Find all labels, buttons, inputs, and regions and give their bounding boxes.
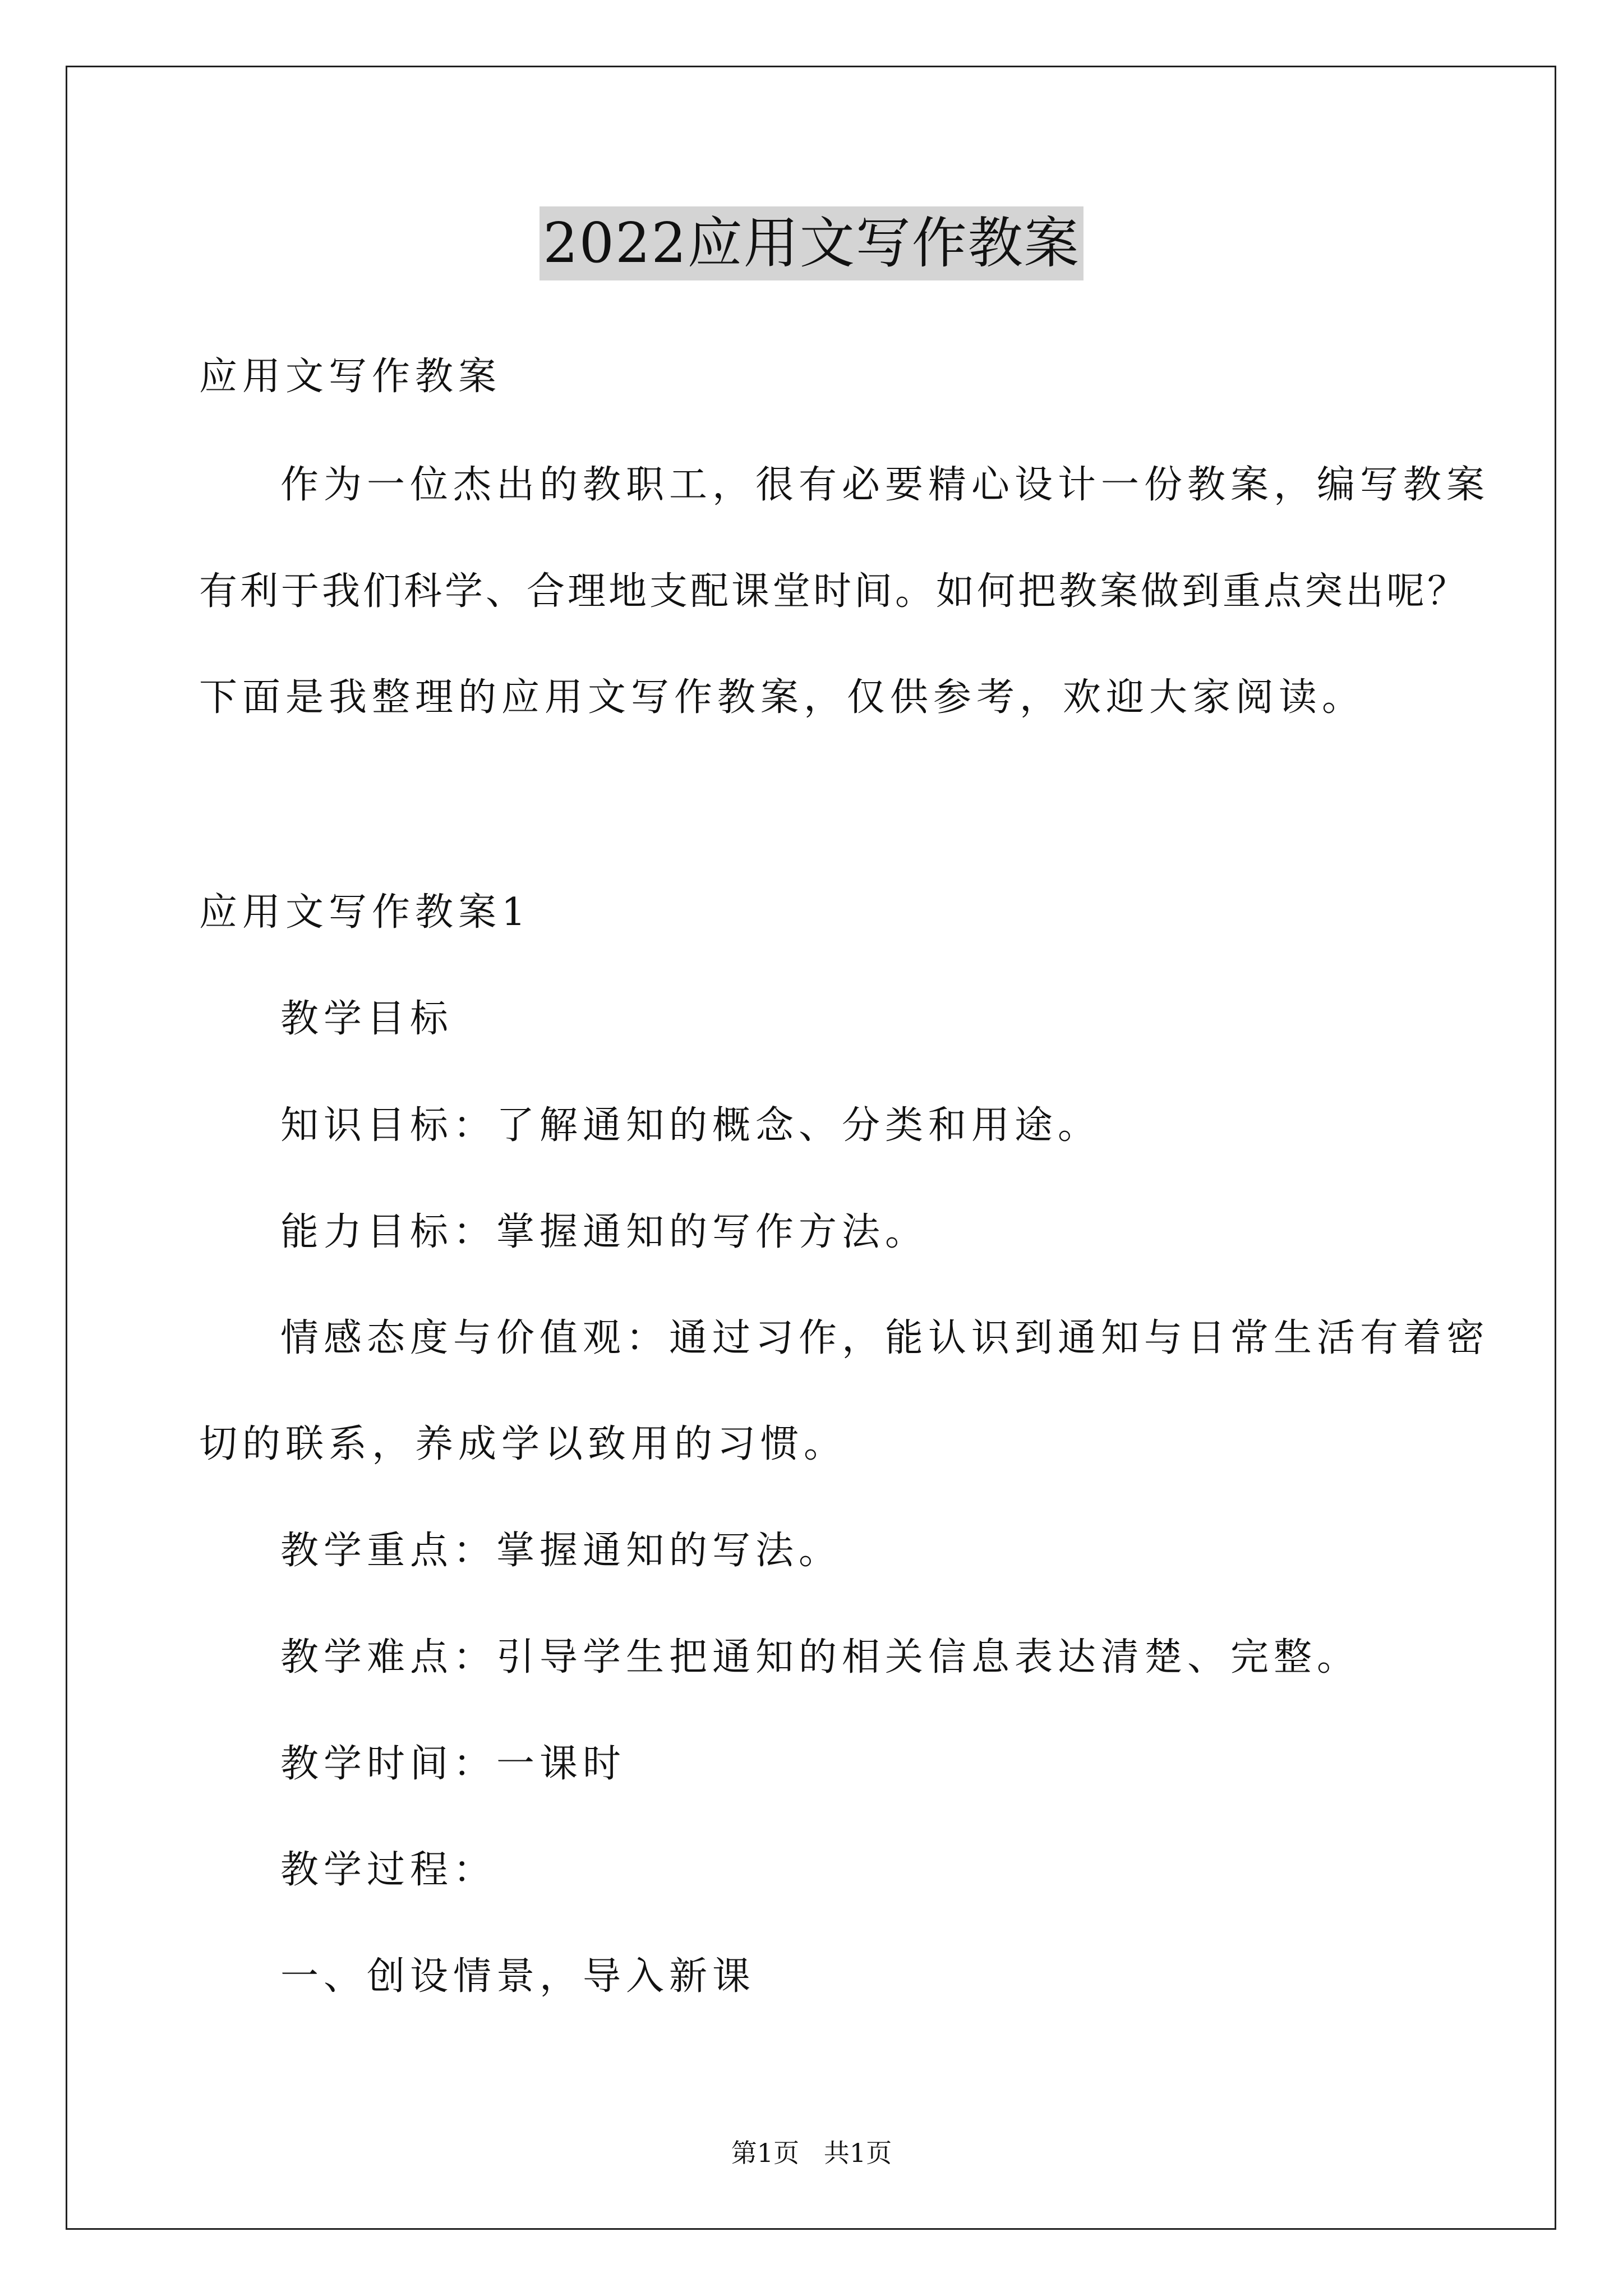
page-footer: 第1页 共1页 xyxy=(731,2138,892,2168)
title-container xyxy=(0,206,1623,280)
attitude-goal-line-2: 切的联系，养成学以致用的习惯。 xyxy=(199,1422,847,1466)
teaching-process-heading: 教学过程： xyxy=(280,1848,497,1892)
section-heading: 应用文写作教案1 xyxy=(199,890,531,935)
intro-paragraph-line-1: 作为一位杰出的教职工，很有必要精心设计一份教案，编写教案 xyxy=(280,463,1490,507)
knowledge-goal: 知识目标：了解通知的概念、分类和用途。 xyxy=(280,1103,1101,1148)
teaching-goals-heading: 教学目标 xyxy=(280,997,454,1041)
intro-paragraph-line-3: 下面是我整理的应用文写作教案，仅供参考，欢迎大家阅读。 xyxy=(199,675,1366,720)
ability-goal: 能力目标：掌握通知的写作方法。 xyxy=(280,1210,929,1254)
process-step-1: 一、创设情景，导入新课 xyxy=(280,1954,756,1999)
attitude-goal-line-1: 情感态度与价值观：通过习作，能认识到通知与日常生活有着密 xyxy=(280,1316,1490,1360)
teaching-focus: 教学重点：掌握通知的写法。 xyxy=(280,1529,842,1573)
subtitle: 应用文写作教案 xyxy=(199,355,502,399)
intro-paragraph-line-2: 有利于我们科学、合理地支配课堂时间。如何把教案做到重点突出呢？ xyxy=(199,569,1469,614)
document-title: 2022应用文写作教案 xyxy=(540,206,1083,280)
teaching-time: 教学时间：一课时 xyxy=(280,1742,626,1786)
teaching-difficulty: 教学难点：引导学生把通知的相关信息表达清楚、完整。 xyxy=(280,1635,1361,1680)
